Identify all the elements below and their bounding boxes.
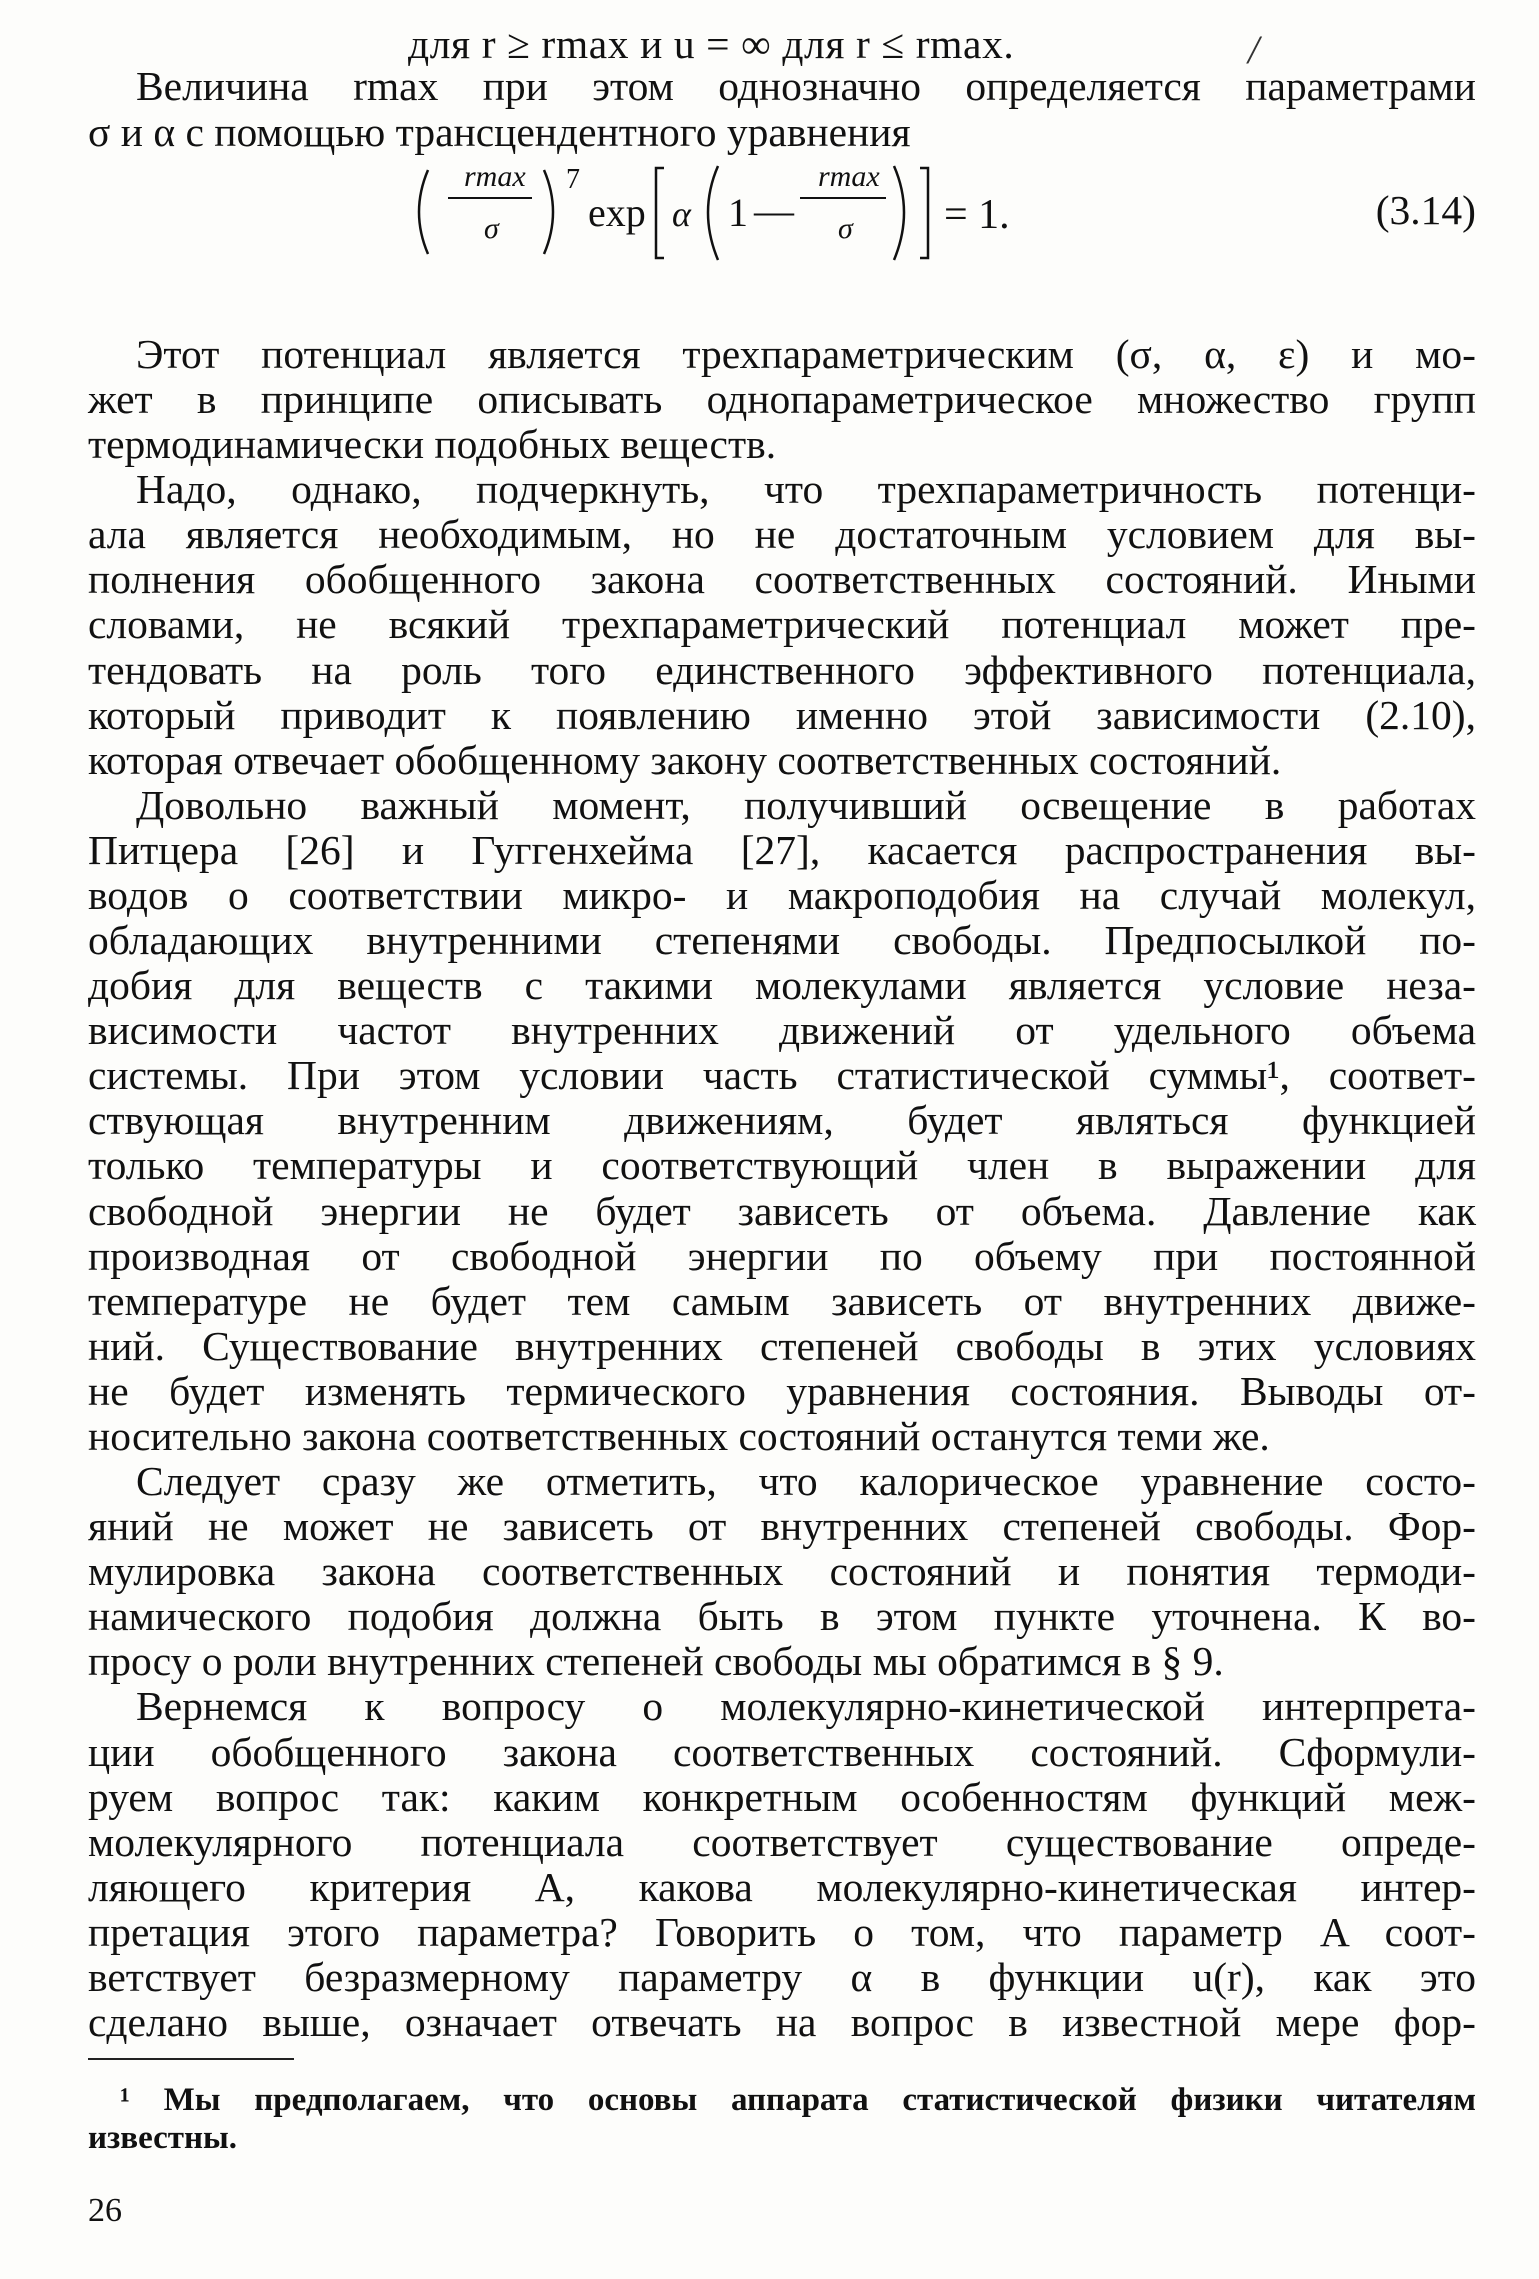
para3-line-11: производная от свободной энергии по объему при постоянной [88, 1233, 1476, 1279]
para2-line-5: тендовать на роль того единственного эффективного потенциала, [88, 647, 1476, 693]
eq-frac2-denominator: σ [838, 212, 853, 245]
margin-mark: / [1248, 27, 1260, 72]
para3-line-12: температуре не будет тем самым зависеть от внутренних движе- [88, 1278, 1476, 1324]
top-formula-line: для r ≥ rmax и u = ∞ для r ≤ rmax. [408, 21, 1015, 67]
para3-line-15: носительно закона соответственных состояний останутся теми же. [88, 1413, 1270, 1459]
eq-rhs: = 1. [944, 192, 1010, 238]
para3-line-3: водов о соответствии микро- и макроподобия на случай молекул, [88, 872, 1476, 918]
para3-line-7: системы. При этом условии часть статистической суммы¹, соответ- [88, 1052, 1476, 1098]
para3-line-4: обладающих внутренними степенями свободы. Предпосылкой по- [88, 917, 1476, 963]
footnote-line-1: ¹ Мы предполагаем, что основы аппарата статистической физики читателям [120, 2082, 1476, 2118]
para5-line-3: руем вопрос так: каким конкретным особенностям функций меж- [88, 1774, 1476, 1820]
para1-line-2: жет в принципе описывать однопараметрическое множество групп [88, 376, 1476, 422]
para5-line-8: сделано выше, означает отвечать на вопрос в известной мере фор- [88, 1999, 1476, 2045]
para4-line-5: просу о роли внутренних степеней свободы мы обратимся в § 9. [88, 1638, 1224, 1684]
para5-line-5: ляющего критерия A, какова молекулярно-кинетическая интер- [88, 1864, 1476, 1910]
para3-line-6: висимости частот внутренних движений от удельного объема [88, 1007, 1476, 1053]
para5-line-4: молекулярного потенциала соответствует существование опреде- [88, 1819, 1476, 1865]
eq-exp-word: exp [588, 190, 646, 235]
eq-exponent: 7 [566, 164, 580, 195]
para4-line-4: намического подобия должна быть в этом пункте уточнена. К во- [88, 1593, 1476, 1639]
page-number: 26 [88, 2192, 122, 2229]
eq-frac2-numerator: rmax [818, 160, 880, 193]
equation-number: (3.14) [1375, 187, 1476, 233]
para4-line-2: яний не может не зависеть от внутренних степеней свободы. Фор- [88, 1503, 1476, 1549]
para2-line-1: Надо, однако, подчеркнуть, что трехпараметричность потенци- [136, 466, 1476, 512]
para3-line-13: ний. Существование внутренних степеней свободы в этих условиях [88, 1323, 1476, 1369]
para5-line-2: ции обобщенного закона соответственных состояний. Сформули- [88, 1729, 1476, 1775]
para2-line-2: ала является необходимым, но не достаточным условием для вы- [88, 511, 1476, 557]
intro-line-2: σ и α с помощью трансцендентного уравнения [88, 109, 911, 155]
para3-line-9: только температуры и соответствующий член в выражении для [88, 1142, 1476, 1188]
eq-minus: — [754, 188, 794, 233]
eq-frac1-denominator: σ [484, 212, 499, 245]
para4-line-1: Следует сразу же отметить, что калорическое уравнение состо- [136, 1458, 1476, 1504]
intro-line-1: Величина rmax при этом однозначно определяется параметрами [136, 63, 1476, 109]
para2-line-3: полнения обобщенного закона соответственных состояний. Иными [88, 556, 1476, 602]
eq-frac1-numerator: rmax [464, 160, 526, 193]
para3-line-8: ствующая внутренним движениям, будет являться функцией [88, 1097, 1476, 1143]
para5-line-6: претация этого параметра? Говорить о том, что параметр A соот- [88, 1909, 1476, 1955]
eq-alpha: α [672, 194, 691, 234]
eq-one: 1 [728, 190, 748, 235]
para5-line-1: Вернемся к вопросу о молекулярно-кинетической интерпрета- [136, 1683, 1476, 1729]
para5-line-7: ветствует безразмерному параметру α в функции u(r), как это [88, 1954, 1476, 2000]
para2-line-4: словами, не всякий трехпараметрический потенциал может пре- [88, 601, 1476, 647]
para1-line-1: Этот потенциал является трехпараметрическим (σ, α, ε) и мо- [136, 331, 1476, 377]
para3-line-2: Питцера [26] и Гуггенхейма [27], касается распространения вы- [88, 827, 1476, 873]
para2-line-6: который приводит к появлению именно этой зависимости (2.10), [88, 692, 1476, 738]
equation-3-14 [414, 150, 1476, 280]
para3-line-5: добия для веществ с такими молекулами является условие неза- [88, 962, 1476, 1008]
para3-line-14: не будет изменять термического уравнения состояния. Выводы от- [88, 1368, 1476, 1414]
para3-line-10: свободной энергии не будет зависеть от объема. Давление как [88, 1188, 1476, 1234]
para1-line-3: термодинамически подобных веществ. [88, 421, 777, 467]
para4-line-3: мулировка закона соответственных состояний и понятия термоди- [88, 1548, 1476, 1594]
para3-line-1: Довольно важный момент, получивший освещение в работах [136, 782, 1476, 828]
footnote-rule [88, 2058, 294, 2060]
para2-line-7: которая отвечает обобщенному закону соответственных состояний. [88, 737, 1282, 783]
footnote-line-2: известны. [88, 2120, 238, 2156]
